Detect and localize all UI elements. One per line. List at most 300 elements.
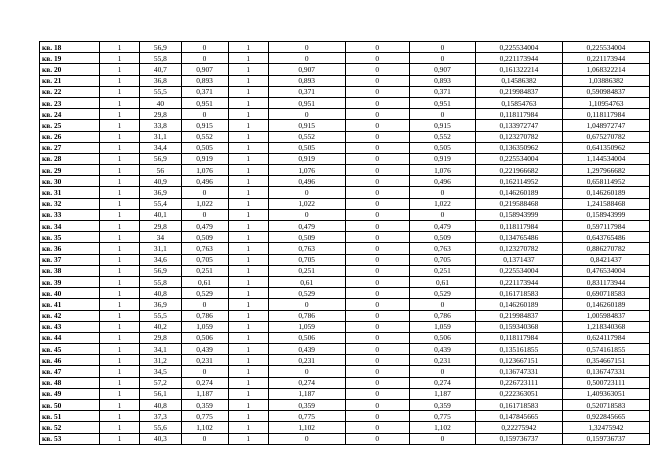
zero-cell: 0 xyxy=(345,64,410,75)
count-cell: 1 xyxy=(99,288,139,299)
total-cell: 0,146260189 xyxy=(562,299,649,310)
apartment-cell: кв. 28 xyxy=(40,153,100,164)
subtotal-cell: 0 xyxy=(410,433,476,444)
value-cell: 0,274 xyxy=(181,377,228,388)
table-row xyxy=(40,120,650,131)
coef-cell: 1 xyxy=(228,400,268,411)
zero-cell: 0 xyxy=(345,422,410,433)
apartment-cell: кв. 22 xyxy=(40,86,100,97)
subtotal-cell: 0 xyxy=(410,299,476,310)
subtotal-cell: 0,552 xyxy=(410,131,476,142)
zero-cell: 0 xyxy=(345,366,410,377)
product-cell: 0,915 xyxy=(268,120,345,131)
count-cell: 1 xyxy=(99,198,139,209)
coef-cell: 1 xyxy=(228,355,268,366)
product-cell: 0 xyxy=(268,209,345,220)
area-cell: 34,5 xyxy=(140,366,181,377)
count-cell: 1 xyxy=(99,422,139,433)
value-cell: 0,496 xyxy=(181,176,228,187)
area-cell: 56 xyxy=(140,165,181,176)
area-cell: 29,8 xyxy=(140,332,181,343)
subtotal-cell: 0,506 xyxy=(410,332,476,343)
area-cell: 31,1 xyxy=(140,131,181,142)
area-cell: 55,8 xyxy=(140,276,181,287)
count-cell: 1 xyxy=(99,400,139,411)
value-cell: 0,505 xyxy=(181,142,228,153)
coef-cell: 1 xyxy=(228,288,268,299)
coef-cell: 1 xyxy=(228,254,268,265)
subtotal-cell: 0 xyxy=(410,366,476,377)
subtotal-cell: 0,763 xyxy=(410,243,476,254)
zero-cell: 0 xyxy=(345,388,410,399)
table-row xyxy=(40,209,650,220)
count-cell: 1 xyxy=(99,299,139,310)
total-cell: 0,354667151 xyxy=(562,355,649,366)
subtotal-cell: 0,529 xyxy=(410,288,476,299)
table-row xyxy=(40,187,650,198)
share-cell: 0,134765486 xyxy=(475,232,562,243)
table-row xyxy=(40,388,650,399)
subtotal-cell: 0,61 xyxy=(410,276,476,287)
apartment-cell: кв. 35 xyxy=(40,232,100,243)
apartment-cell: кв. 19 xyxy=(40,53,100,64)
share-cell: 0,221966682 xyxy=(475,165,562,176)
zero-cell: 0 xyxy=(345,254,410,265)
share-cell: 0,219984837 xyxy=(475,310,562,321)
apartment-cell: кв. 49 xyxy=(40,388,100,399)
zero-cell: 0 xyxy=(345,276,410,287)
apartment-cell: кв. 42 xyxy=(40,310,100,321)
value-cell: 0 xyxy=(181,366,228,377)
apartment-cell: кв. 32 xyxy=(40,198,100,209)
area-cell: 40,8 xyxy=(140,288,181,299)
share-cell: 0,225534004 xyxy=(475,42,562,53)
value-cell: 0 xyxy=(181,109,228,120)
subtotal-cell: 0,951 xyxy=(410,97,476,108)
subtotal-cell: 0,496 xyxy=(410,176,476,187)
area-cell: 40,3 xyxy=(140,433,181,444)
count-cell: 1 xyxy=(99,120,139,131)
coef-cell: 1 xyxy=(228,209,268,220)
coef-cell: 1 xyxy=(228,187,268,198)
total-cell: 1,241588468 xyxy=(562,198,649,209)
total-cell: 0,922845665 xyxy=(562,411,649,422)
share-cell: 0,222363051 xyxy=(475,388,562,399)
apartment-cell: кв. 24 xyxy=(40,109,100,120)
count-cell: 1 xyxy=(99,332,139,343)
subtotal-cell: 0,509 xyxy=(410,232,476,243)
table-row xyxy=(40,243,650,254)
value-cell: 0,786 xyxy=(181,310,228,321)
share-cell: 0,159736737 xyxy=(475,433,562,444)
value-cell: 0,251 xyxy=(181,265,228,276)
zero-cell: 0 xyxy=(345,355,410,366)
table-body xyxy=(40,42,650,445)
share-cell: 0,221173944 xyxy=(475,53,562,64)
value-cell: 0,763 xyxy=(181,243,228,254)
count-cell: 1 xyxy=(99,153,139,164)
product-cell: 0 xyxy=(268,299,345,310)
zero-cell: 0 xyxy=(345,400,410,411)
product-cell: 0,61 xyxy=(268,276,345,287)
area-cell: 40,8 xyxy=(140,400,181,411)
count-cell: 1 xyxy=(99,165,139,176)
table-row xyxy=(40,176,650,187)
total-cell: 1,03886382 xyxy=(562,75,649,86)
table-row xyxy=(40,131,650,142)
total-cell: 0,146260189 xyxy=(562,187,649,198)
coef-cell: 1 xyxy=(228,433,268,444)
apartment-cell: кв. 36 xyxy=(40,243,100,254)
count-cell: 1 xyxy=(99,53,139,64)
area-cell: 29,8 xyxy=(140,109,181,120)
zero-cell: 0 xyxy=(345,243,410,254)
zero-cell: 0 xyxy=(345,176,410,187)
coef-cell: 1 xyxy=(228,165,268,176)
share-cell: 0,118117984 xyxy=(475,332,562,343)
value-cell: 1,076 xyxy=(181,165,228,176)
value-cell: 0,705 xyxy=(181,254,228,265)
total-cell: 0,158943999 xyxy=(562,209,649,220)
share-cell: 0,15854763 xyxy=(475,97,562,108)
table-row xyxy=(40,86,650,97)
coef-cell: 1 xyxy=(228,53,268,64)
product-cell: 0,552 xyxy=(268,131,345,142)
value-cell: 0,61 xyxy=(181,276,228,287)
apartment-cell: кв. 52 xyxy=(40,422,100,433)
zero-cell: 0 xyxy=(345,153,410,164)
coef-cell: 1 xyxy=(228,299,268,310)
apartment-cell: кв. 39 xyxy=(40,276,100,287)
zero-cell: 0 xyxy=(345,187,410,198)
count-cell: 1 xyxy=(99,254,139,265)
count-cell: 1 xyxy=(99,221,139,232)
apartment-cell: кв. 45 xyxy=(40,344,100,355)
total-cell: 0,118117984 xyxy=(562,109,649,120)
table-row xyxy=(40,332,650,343)
table-row xyxy=(40,265,650,276)
apartment-cell: кв. 38 xyxy=(40,265,100,276)
total-cell: 0,136747331 xyxy=(562,366,649,377)
subtotal-cell: 0,893 xyxy=(410,75,476,86)
area-cell: 40,9 xyxy=(140,176,181,187)
subtotal-cell: 0,439 xyxy=(410,344,476,355)
product-cell: 0,251 xyxy=(268,265,345,276)
coef-cell: 1 xyxy=(228,310,268,321)
zero-cell: 0 xyxy=(345,377,410,388)
zero-cell: 0 xyxy=(345,321,410,332)
product-cell: 0 xyxy=(268,366,345,377)
share-cell: 0,219984837 xyxy=(475,86,562,97)
apartment-cell: кв. 51 xyxy=(40,411,100,422)
area-cell: 56,9 xyxy=(140,153,181,164)
area-cell: 33,8 xyxy=(140,120,181,131)
share-cell: 0,226723111 xyxy=(475,377,562,388)
subtotal-cell: 1,102 xyxy=(410,422,476,433)
value-cell: 1,102 xyxy=(181,422,228,433)
count-cell: 1 xyxy=(99,411,139,422)
count-cell: 1 xyxy=(99,310,139,321)
table-row xyxy=(40,321,650,332)
count-cell: 1 xyxy=(99,265,139,276)
count-cell: 1 xyxy=(99,232,139,243)
share-cell: 0,158943999 xyxy=(475,209,562,220)
subtotal-cell: 0,251 xyxy=(410,265,476,276)
apartment-cell: кв. 44 xyxy=(40,332,100,343)
table-row xyxy=(40,288,650,299)
coef-cell: 1 xyxy=(228,411,268,422)
product-cell: 1,076 xyxy=(268,165,345,176)
share-cell: 0,136350962 xyxy=(475,142,562,153)
count-cell: 1 xyxy=(99,388,139,399)
product-cell: 0,506 xyxy=(268,332,345,343)
total-cell: 1,144534004 xyxy=(562,153,649,164)
product-cell: 0,763 xyxy=(268,243,345,254)
table-row xyxy=(40,97,650,108)
zero-cell: 0 xyxy=(345,109,410,120)
area-cell: 56,9 xyxy=(140,265,181,276)
total-cell: 0,159736737 xyxy=(562,433,649,444)
coef-cell: 1 xyxy=(228,42,268,53)
coef-cell: 1 xyxy=(228,142,268,153)
count-cell: 1 xyxy=(99,75,139,86)
total-cell: 0,658114952 xyxy=(562,176,649,187)
zero-cell: 0 xyxy=(345,209,410,220)
count-cell: 1 xyxy=(99,109,139,120)
coef-cell: 1 xyxy=(228,422,268,433)
apartment-data-table xyxy=(39,41,650,445)
count-cell: 1 xyxy=(99,344,139,355)
total-cell: 1,409363051 xyxy=(562,388,649,399)
value-cell: 0 xyxy=(181,433,228,444)
zero-cell: 0 xyxy=(345,142,410,153)
count-cell: 1 xyxy=(99,355,139,366)
table-row xyxy=(40,53,650,64)
count-cell: 1 xyxy=(99,131,139,142)
area-cell: 55,6 xyxy=(140,422,181,433)
value-cell: 1,187 xyxy=(181,388,228,399)
apartment-cell: кв. 53 xyxy=(40,433,100,444)
apartment-cell: кв. 26 xyxy=(40,131,100,142)
apartment-cell: кв. 27 xyxy=(40,142,100,153)
area-cell: 55,5 xyxy=(140,310,181,321)
subtotal-cell: 0,786 xyxy=(410,310,476,321)
product-cell: 0,371 xyxy=(268,86,345,97)
zero-cell: 0 xyxy=(345,232,410,243)
count-cell: 1 xyxy=(99,276,139,287)
value-cell: 0 xyxy=(181,209,228,220)
coef-cell: 1 xyxy=(228,109,268,120)
share-cell: 0,123270782 xyxy=(475,243,562,254)
area-cell: 55,5 xyxy=(140,86,181,97)
share-cell: 0,161322214 xyxy=(475,64,562,75)
total-cell: 0,590984837 xyxy=(562,86,649,97)
subtotal-cell: 0 xyxy=(410,187,476,198)
coef-cell: 1 xyxy=(228,377,268,388)
subtotal-cell: 0,775 xyxy=(410,411,476,422)
count-cell: 1 xyxy=(99,209,139,220)
apartment-cell: кв. 37 xyxy=(40,254,100,265)
value-cell: 0,951 xyxy=(181,97,228,108)
apartment-cell: кв. 47 xyxy=(40,366,100,377)
share-cell: 0,1371437 xyxy=(475,254,562,265)
value-cell: 0,893 xyxy=(181,75,228,86)
product-cell: 0,505 xyxy=(268,142,345,153)
coef-cell: 1 xyxy=(228,198,268,209)
area-cell: 34,6 xyxy=(140,254,181,265)
area-cell: 40,1 xyxy=(140,209,181,220)
apartment-cell: кв. 34 xyxy=(40,221,100,232)
product-cell: 0,919 xyxy=(268,153,345,164)
total-cell: 1,218340368 xyxy=(562,321,649,332)
value-cell: 1,022 xyxy=(181,198,228,209)
count-cell: 1 xyxy=(99,142,139,153)
share-cell: 0,123270782 xyxy=(475,131,562,142)
product-cell: 0,509 xyxy=(268,232,345,243)
subtotal-cell: 0 xyxy=(410,209,476,220)
product-cell: 0,496 xyxy=(268,176,345,187)
area-cell: 34,4 xyxy=(140,142,181,153)
count-cell: 1 xyxy=(99,243,139,254)
zero-cell: 0 xyxy=(345,86,410,97)
coef-cell: 1 xyxy=(228,388,268,399)
total-cell: 0,574161855 xyxy=(562,344,649,355)
total-cell: 0,690718583 xyxy=(562,288,649,299)
total-cell: 0,476534004 xyxy=(562,265,649,276)
product-cell: 0 xyxy=(268,109,345,120)
subtotal-cell: 0,479 xyxy=(410,221,476,232)
product-cell: 1,187 xyxy=(268,388,345,399)
table-row xyxy=(40,232,650,243)
count-cell: 1 xyxy=(99,86,139,97)
total-cell: 0,831173944 xyxy=(562,276,649,287)
product-cell: 0 xyxy=(268,42,345,53)
table-row xyxy=(40,64,650,75)
total-cell: 0,641350962 xyxy=(562,142,649,153)
table-row xyxy=(40,422,650,433)
product-cell: 0,274 xyxy=(268,377,345,388)
product-cell: 0,439 xyxy=(268,344,345,355)
total-cell: 0,886270782 xyxy=(562,243,649,254)
product-cell: 1,059 xyxy=(268,321,345,332)
coef-cell: 1 xyxy=(228,86,268,97)
area-cell: 36,9 xyxy=(140,299,181,310)
apartment-cell: кв. 23 xyxy=(40,97,100,108)
share-cell: 0,14586382 xyxy=(475,75,562,86)
apartment-cell: кв. 21 xyxy=(40,75,100,86)
share-cell: 0,225534004 xyxy=(475,153,562,164)
subtotal-cell: 0,371 xyxy=(410,86,476,97)
total-cell: 0,8421437 xyxy=(562,254,649,265)
area-cell: 29,8 xyxy=(140,221,181,232)
share-cell: 0,118117984 xyxy=(475,221,562,232)
total-cell: 0,597117984 xyxy=(562,221,649,232)
coef-cell: 1 xyxy=(228,276,268,287)
coef-cell: 1 xyxy=(228,176,268,187)
zero-cell: 0 xyxy=(345,288,410,299)
value-cell: 0,371 xyxy=(181,86,228,97)
apartment-cell: кв. 33 xyxy=(40,209,100,220)
value-cell: 0,775 xyxy=(181,411,228,422)
total-cell: 1,297966682 xyxy=(562,165,649,176)
area-cell: 37,3 xyxy=(140,411,181,422)
share-cell: 0,123667151 xyxy=(475,355,562,366)
subtotal-cell: 0,359 xyxy=(410,400,476,411)
product-cell: 0 xyxy=(268,53,345,64)
total-cell: 0,643765486 xyxy=(562,232,649,243)
area-cell: 31,1 xyxy=(140,243,181,254)
coef-cell: 1 xyxy=(228,265,268,276)
total-cell: 1,10954763 xyxy=(562,97,649,108)
total-cell: 0,225534004 xyxy=(562,42,649,53)
value-cell: 0,506 xyxy=(181,332,228,343)
zero-cell: 0 xyxy=(345,265,410,276)
table-row xyxy=(40,299,650,310)
subtotal-cell: 1,187 xyxy=(410,388,476,399)
zero-cell: 0 xyxy=(345,344,410,355)
coef-cell: 1 xyxy=(228,232,268,243)
area-cell: 57,2 xyxy=(140,377,181,388)
apartment-cell: кв. 46 xyxy=(40,355,100,366)
coef-cell: 1 xyxy=(228,97,268,108)
coef-cell: 1 xyxy=(228,153,268,164)
value-cell: 1,059 xyxy=(181,321,228,332)
table-row xyxy=(40,153,650,164)
value-cell: 0,231 xyxy=(181,355,228,366)
table-row xyxy=(40,142,650,153)
zero-cell: 0 xyxy=(345,97,410,108)
share-cell: 0,136747331 xyxy=(475,366,562,377)
value-cell: 0,919 xyxy=(181,153,228,164)
apartment-cell: кв. 48 xyxy=(40,377,100,388)
area-cell: 31,2 xyxy=(140,355,181,366)
apartment-cell: кв. 29 xyxy=(40,165,100,176)
subtotal-cell: 0,505 xyxy=(410,142,476,153)
table-row xyxy=(40,198,650,209)
zero-cell: 0 xyxy=(345,310,410,321)
area-cell: 34 xyxy=(140,232,181,243)
total-cell: 0,221173944 xyxy=(562,53,649,64)
apartment-cell: кв. 40 xyxy=(40,288,100,299)
share-cell: 0,135161855 xyxy=(475,344,562,355)
share-cell: 0,225534004 xyxy=(475,265,562,276)
coef-cell: 1 xyxy=(228,131,268,142)
table-row xyxy=(40,221,650,232)
total-cell: 0,675270782 xyxy=(562,131,649,142)
coef-cell: 1 xyxy=(228,243,268,254)
share-cell: 0,146260189 xyxy=(475,299,562,310)
share-cell: 0,118117984 xyxy=(475,109,562,120)
coef-cell: 1 xyxy=(228,344,268,355)
subtotal-cell: 0,705 xyxy=(410,254,476,265)
count-cell: 1 xyxy=(99,321,139,332)
share-cell: 0,221173944 xyxy=(475,276,562,287)
area-cell: 40 xyxy=(140,97,181,108)
share-cell: 0,147845665 xyxy=(475,411,562,422)
value-cell: 0 xyxy=(181,53,228,64)
count-cell: 1 xyxy=(99,64,139,75)
value-cell: 0,479 xyxy=(181,221,228,232)
product-cell: 1,022 xyxy=(268,198,345,209)
area-cell: 36,9 xyxy=(140,187,181,198)
coef-cell: 1 xyxy=(228,64,268,75)
subtotal-cell: 0,919 xyxy=(410,153,476,164)
total-cell: 1,32475942 xyxy=(562,422,649,433)
coef-cell: 1 xyxy=(228,366,268,377)
total-cell: 0,624117984 xyxy=(562,332,649,343)
total-cell: 1,068322214 xyxy=(562,64,649,75)
area-cell: 40,7 xyxy=(140,64,181,75)
